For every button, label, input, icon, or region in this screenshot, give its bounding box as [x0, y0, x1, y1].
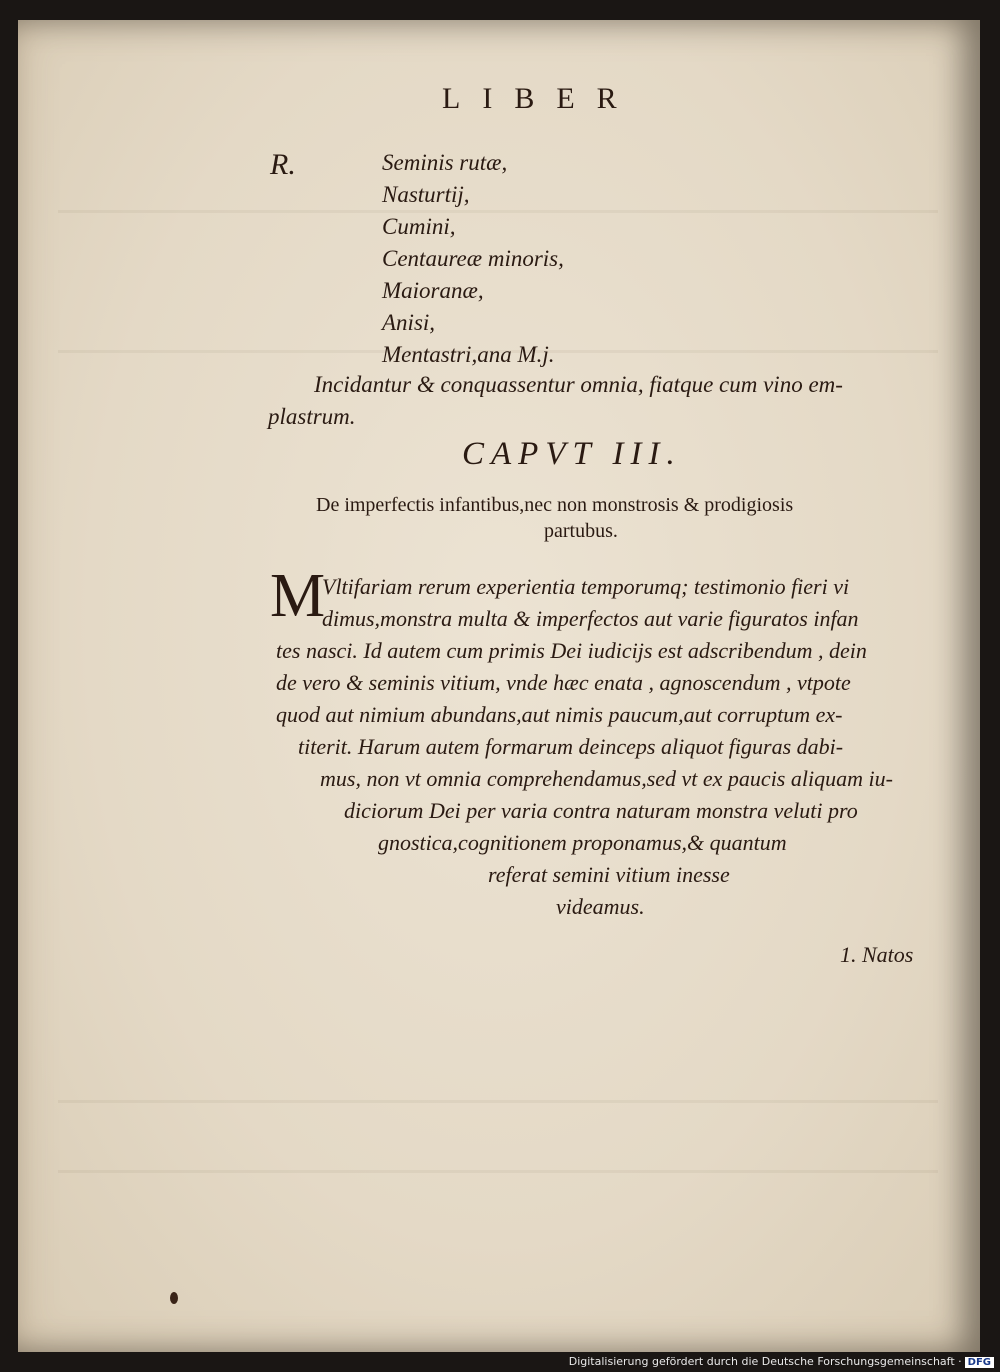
digitization-credit — [569, 1355, 994, 1368]
body-text-line: titerit. Harum autem formarum deinceps aliquot figuras dabi- — [298, 734, 844, 759]
credit-text: Digitalisierung gefördert durch die Deutsche Forschungsgemeinschaft · — [568, 1355, 962, 1368]
ingredient-line: Seminis rutæ, — [382, 150, 508, 175]
recipe-text-line: plastrum. — [268, 404, 356, 429]
body-text-line: referat semini vitium inesse — [488, 862, 730, 887]
body-text-line: gnostica,cognitionem proponamus,& quantum — [378, 830, 787, 855]
body-text-line: diciorum Dei per varia contra naturam monstra veluti pro — [344, 798, 858, 823]
body-text-line: tes nasci. Id autem cum primis Dei iudicijs est adscribendum , dein — [276, 638, 867, 663]
dfg-logo-icon: DFG — [965, 1357, 994, 1368]
body-text-line: de vero & seminis vitium, vnde hæc enata , agnoscendum , vtpote — [276, 670, 851, 695]
bleed-through — [58, 1170, 938, 1173]
running-header: LIBER — [442, 82, 639, 115]
body-text-line: dimus,monstra multa & imperfectos aut varie figuratos infan — [322, 606, 859, 631]
chapter-subtitle-line: De imperfectis infantibus,nec non monstrosis & prodigiosis — [316, 494, 794, 516]
ingredient-line: Cumini, — [382, 214, 456, 239]
recipe-symbol: R. — [270, 148, 296, 181]
bleed-through — [58, 1100, 938, 1103]
ink-stain — [170, 1292, 178, 1304]
recipe-text-line: Incidantur & conquassentur omnia, fiatque cum vino em- — [314, 372, 843, 397]
drop-cap: M — [270, 562, 326, 630]
ingredient-line: Nasturtij, — [382, 182, 470, 207]
ingredient-line: Maioranæ, — [382, 278, 484, 303]
catchword: 1. Natos — [840, 942, 914, 967]
body-text-line: quod aut nimium abundans,aut nimis paucum,aut corruptum ex- — [276, 702, 843, 727]
ingredient-line: Centaureæ minoris, — [382, 246, 564, 271]
ingredient-line: Mentastri,ana M.j. — [382, 342, 555, 367]
chapter-subtitle-line: partubus. — [544, 520, 618, 542]
body-text-line: videamus. — [556, 894, 645, 919]
chapter-title: CAPVT III. — [462, 436, 682, 472]
ingredient-line: Anisi, — [382, 310, 436, 335]
body-text-line: Vltifariam rerum experientia temporumq; testimonio fieri vi — [322, 574, 850, 599]
body-text-line: mus, non vt omnia comprehendamus,sed vt ex paucis aliquam iu- — [320, 766, 893, 791]
bleed-through — [58, 210, 938, 213]
